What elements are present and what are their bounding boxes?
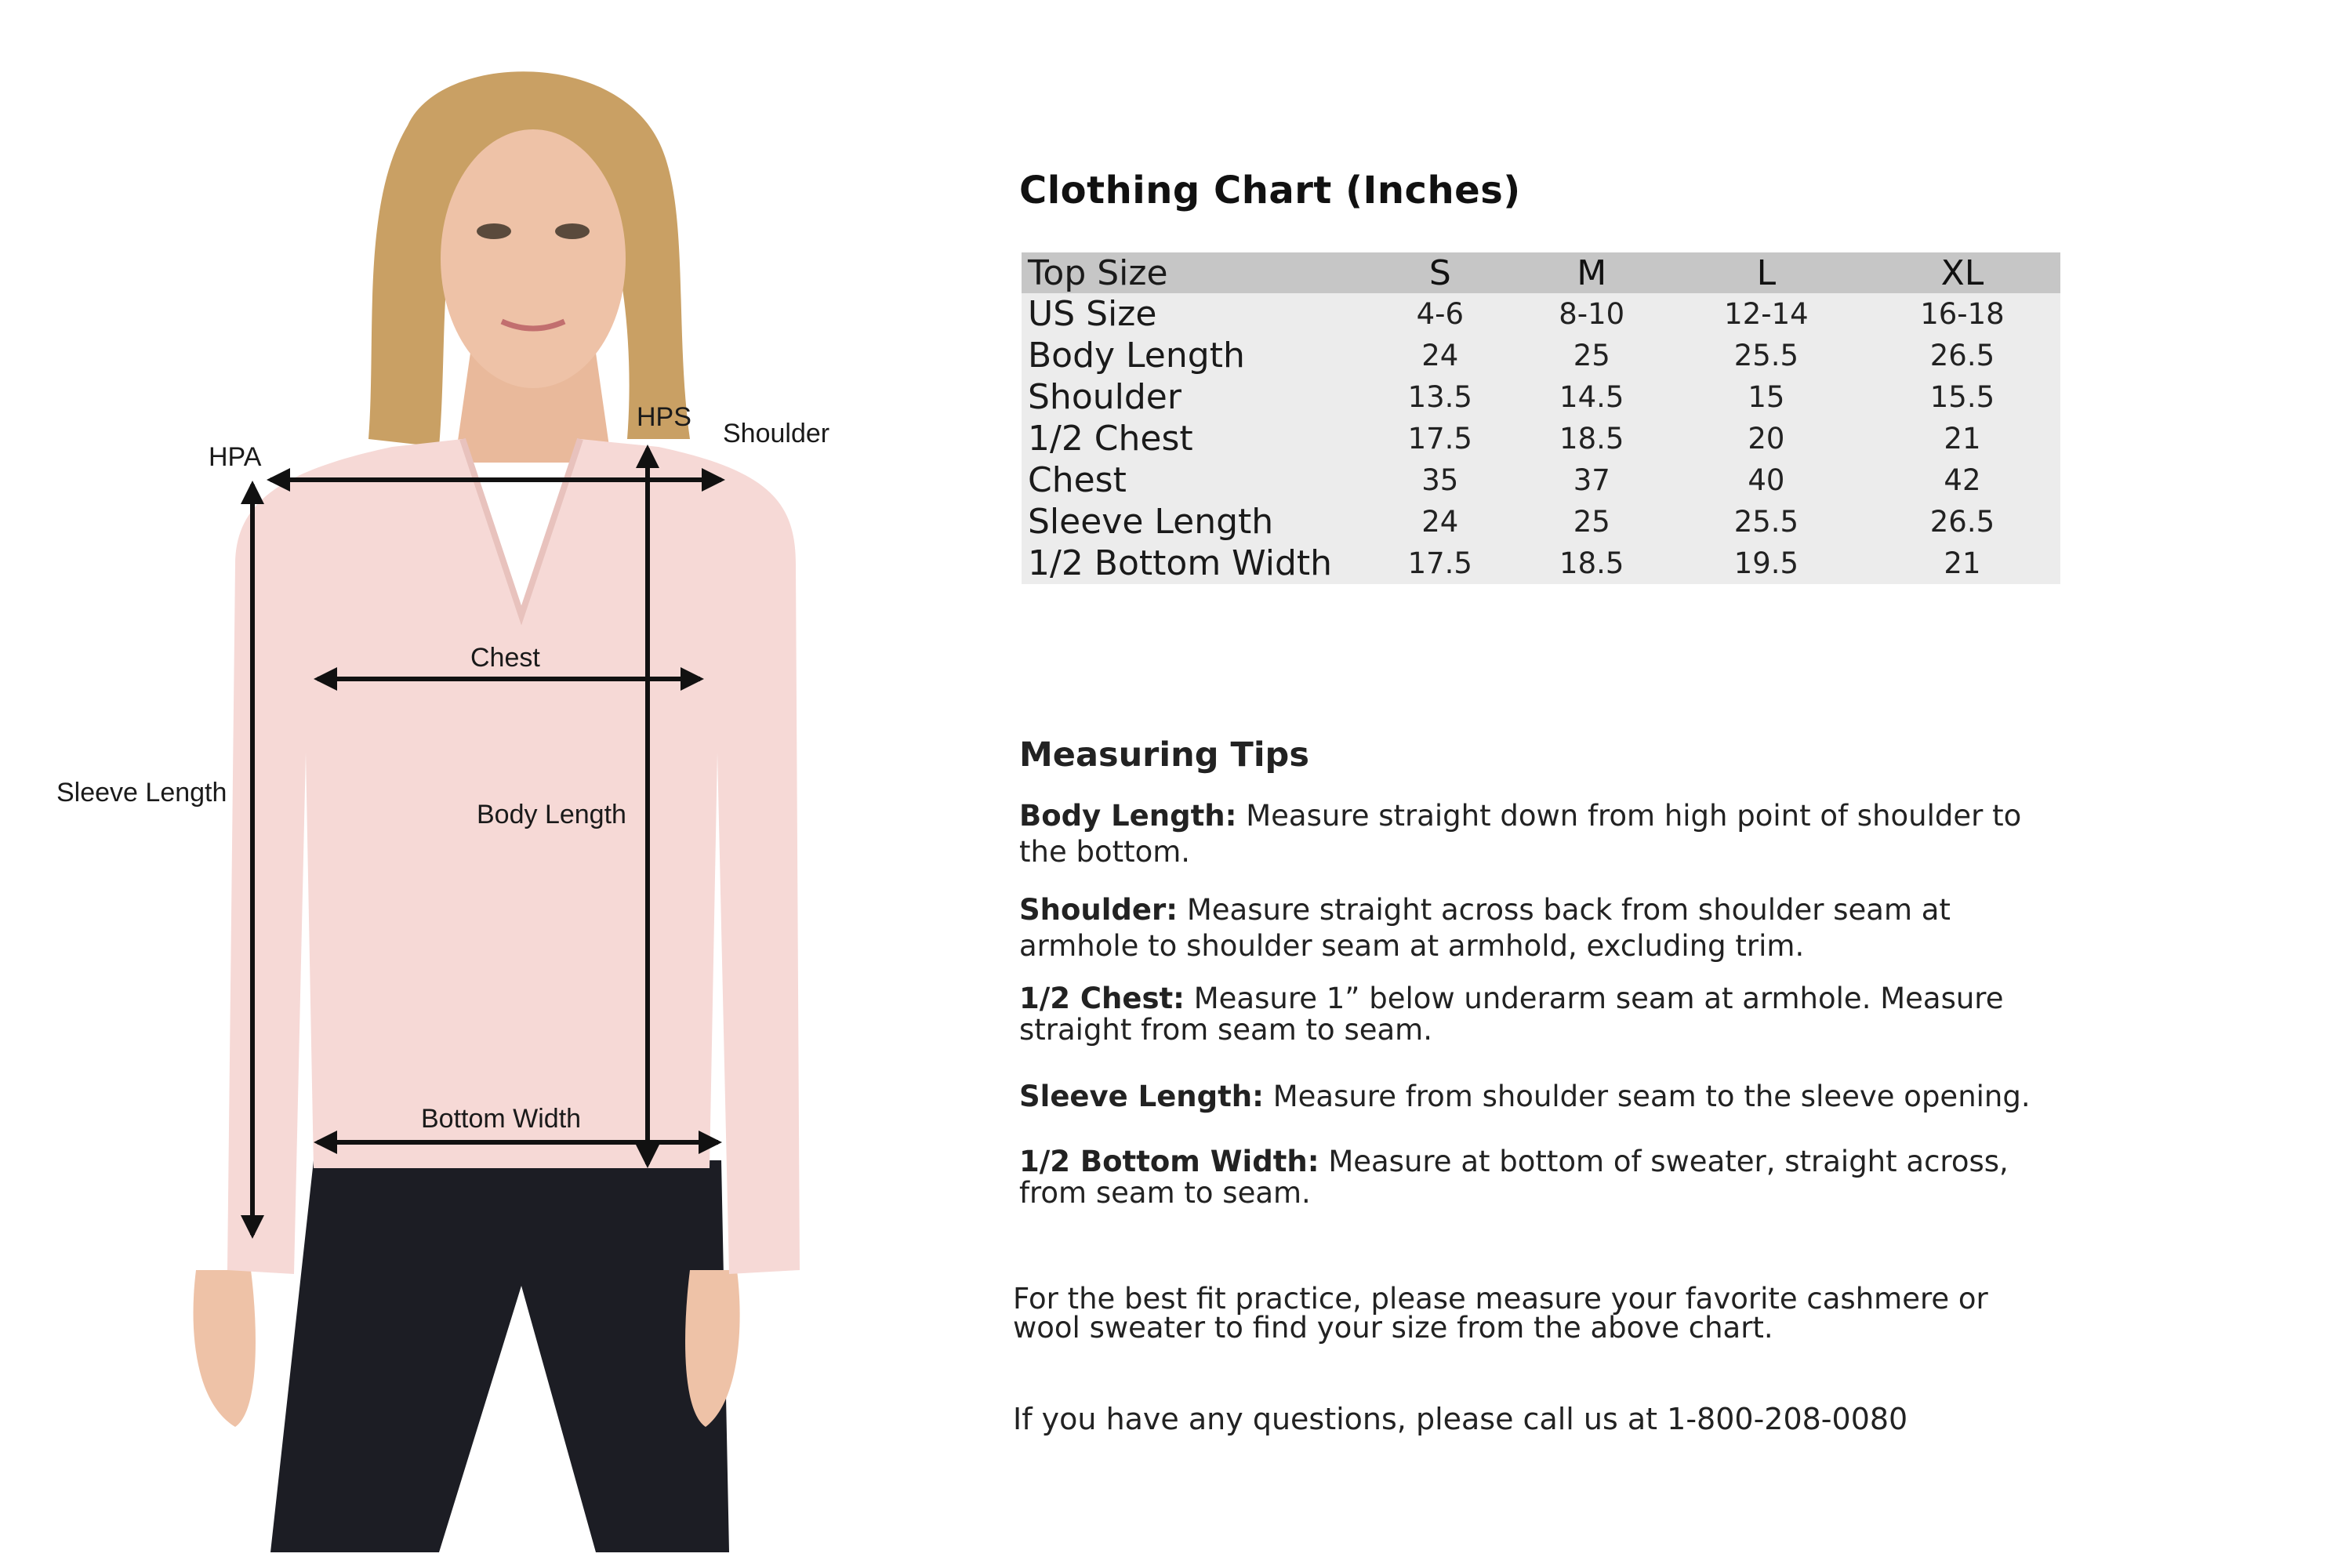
tip-text: Measure 1” below underarm seam at armhole. Measure straight from seam to seam. bbox=[1019, 982, 2004, 1047]
table-cell: 35 bbox=[1421, 463, 1459, 497]
left-eye bbox=[477, 223, 511, 239]
table-row bbox=[1022, 376, 2060, 418]
table-cell: 15 bbox=[1748, 380, 1785, 414]
header-size-m: M bbox=[1515, 252, 1668, 293]
header-size-l: L bbox=[1668, 252, 1864, 293]
table-row bbox=[1022, 543, 2060, 584]
row-label: Shoulder bbox=[1028, 377, 1181, 417]
face bbox=[441, 129, 626, 388]
header-size-s: S bbox=[1365, 252, 1515, 293]
header-size-xl: XL bbox=[1864, 252, 2060, 293]
sweater bbox=[227, 439, 800, 1274]
table-cell: 18.5 bbox=[1559, 546, 1624, 580]
table-row bbox=[1022, 418, 2060, 459]
header-label: Top Size bbox=[1022, 252, 1365, 293]
row-label: US Size bbox=[1028, 294, 1157, 334]
table-cell: 16-18 bbox=[1920, 297, 2005, 331]
table-cell: 37 bbox=[1573, 463, 1610, 497]
chest-label: Chest bbox=[470, 643, 540, 673]
row-label: Sleeve Length bbox=[1028, 502, 1274, 542]
table-cell: 25.5 bbox=[1733, 505, 1799, 539]
table-cell: 4-6 bbox=[1416, 297, 1465, 331]
tip-term: 1/2 Bottom Width: bbox=[1019, 1145, 1319, 1178]
tip-term: Body Length: bbox=[1019, 799, 1237, 833]
tip-half-chest bbox=[1019, 983, 2062, 1046]
bottom-width-label: Bottom Width bbox=[421, 1104, 582, 1134]
shoulder-label: Shoulder bbox=[723, 419, 830, 448]
tip-shoulder bbox=[1019, 892, 2062, 964]
tip-half-bottom-width bbox=[1019, 1146, 2062, 1209]
hps-label: HPS bbox=[637, 402, 691, 432]
tip-term: Shoulder: bbox=[1019, 893, 1178, 927]
table-cell: 15.5 bbox=[1929, 380, 1995, 414]
table-row bbox=[1022, 293, 2060, 335]
fit-note: For the best fit practice, please measure your favorite cashmere or wool sweater to find your size from the above chart. bbox=[1013, 1282, 1988, 1345]
row-label: Body Length bbox=[1028, 336, 1245, 376]
measurement-diagram bbox=[0, 0, 941, 1568]
measuring-tips-title: Measuring Tips bbox=[1019, 735, 1309, 775]
table-cell: 26.5 bbox=[1929, 505, 1995, 539]
table-cell: 19.5 bbox=[1733, 546, 1799, 580]
tip-text: Measure straight down from high point of shoulder to the bottom. bbox=[1019, 799, 2022, 869]
table-cell: 18.5 bbox=[1559, 422, 1624, 456]
table-cell: 25.5 bbox=[1733, 339, 1799, 372]
tip-text: Measure straight across back from shoulder seam at armhole to shoulder seam at armhold, excluding trim. bbox=[1019, 893, 1951, 963]
table-cell: 25 bbox=[1573, 339, 1610, 372]
contact-note: If you have any questions, please call us at 1-800-208-0080 bbox=[1013, 1402, 1908, 1436]
table-cell: 17.5 bbox=[1407, 546, 1472, 580]
tip-sleeve-length bbox=[1019, 1079, 2062, 1115]
tip-body-length bbox=[1019, 798, 2062, 870]
table-cell: 17.5 bbox=[1407, 422, 1472, 456]
tip-term: Sleeve Length: bbox=[1019, 1080, 1264, 1113]
tip-term: 1/2 Chest: bbox=[1019, 982, 1185, 1015]
table-row bbox=[1022, 501, 2060, 543]
table-cell: 21 bbox=[1944, 422, 1981, 456]
hpa-label: HPA bbox=[209, 442, 262, 472]
row-label: Chest bbox=[1028, 460, 1127, 500]
right-hand bbox=[685, 1270, 740, 1427]
table-row bbox=[1022, 459, 2060, 501]
tip-text: Measure at bottom of sweater, straight across, from seam to seam. bbox=[1019, 1145, 2009, 1210]
table-cell: 8-10 bbox=[1559, 297, 1625, 331]
table-cell: 40 bbox=[1748, 463, 1785, 497]
table-cell: 26.5 bbox=[1929, 339, 1995, 372]
table-cell: 24 bbox=[1421, 339, 1459, 372]
size-chart-table bbox=[1022, 252, 2060, 584]
table-cell: 25 bbox=[1573, 505, 1610, 539]
table-cell: 20 bbox=[1748, 422, 1785, 456]
pants bbox=[270, 1160, 729, 1552]
table-header-row bbox=[1022, 252, 2060, 293]
row-label: 1/2 Bottom Width bbox=[1028, 543, 1333, 583]
chart-title: Clothing Chart (Inches) bbox=[1019, 169, 1521, 212]
sleeve-length-label: Sleeve Length bbox=[56, 778, 227, 808]
right-eye bbox=[555, 223, 590, 239]
row-label: 1/2 Chest bbox=[1028, 419, 1193, 459]
left-hand bbox=[194, 1270, 256, 1427]
table-cell: 12-14 bbox=[1724, 297, 1809, 331]
table-row bbox=[1022, 335, 2060, 376]
table-cell: 24 bbox=[1421, 505, 1459, 539]
table-cell: 13.5 bbox=[1407, 380, 1472, 414]
table-cell: 21 bbox=[1944, 546, 1981, 580]
tip-text: Measure from shoulder seam to the sleeve opening. bbox=[1272, 1080, 2031, 1113]
body-length-label: Body Length bbox=[477, 800, 626, 829]
table-cell: 42 bbox=[1944, 463, 1981, 497]
table-cell: 14.5 bbox=[1559, 380, 1624, 414]
